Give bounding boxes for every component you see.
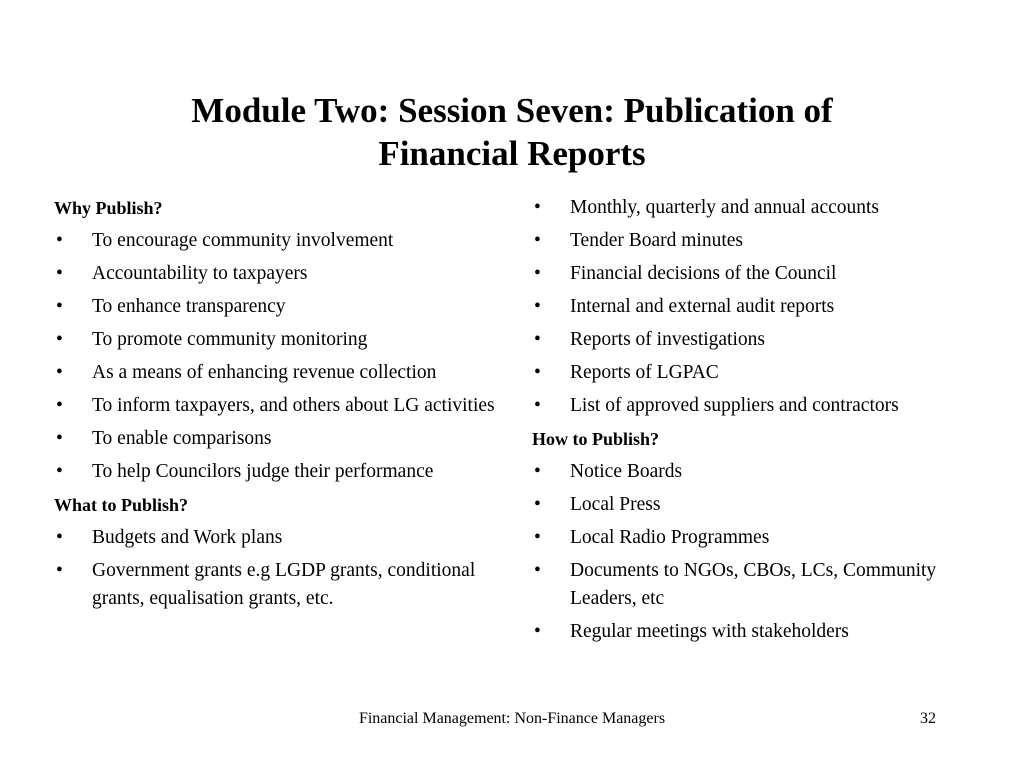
right-column: [532, 194, 1002, 651]
bullet-icon: •: [56, 428, 63, 449]
why-publish-heading: Why Publish?: [54, 198, 163, 218]
list-item-text: As a means of enhancing revenue collection: [92, 362, 437, 383]
what-to-publish-list-continued: [532, 194, 1002, 420]
list-item-text: To help Councilors judge their performance: [92, 461, 434, 482]
footer-caption: Financial Management: Non-Finance Managers: [358, 710, 666, 727]
bullet-icon: •: [534, 296, 541, 317]
list-item: [54, 392, 514, 420]
bullet-icon: •: [534, 461, 541, 482]
list-item: [532, 359, 1002, 387]
list-item-text: Regular meetings with stakeholders: [570, 621, 849, 642]
slide-title-line-2: Financial Reports: [378, 134, 646, 173]
list-item: [54, 359, 514, 387]
list-item: [532, 618, 1002, 646]
page-number: 32: [920, 710, 936, 727]
list-item: [54, 326, 514, 354]
what-to-publish-list: [54, 524, 514, 613]
list-item: [532, 293, 1002, 321]
bullet-icon: •: [56, 296, 63, 317]
list-item-text: Financial decisions of the Council: [570, 263, 837, 284]
list-item-text: Accountability to taxpayers: [92, 263, 308, 284]
list-item-text: Budgets and Work plans: [92, 527, 283, 548]
list-item: [532, 194, 1002, 222]
list-item-text: To enable comparisons: [92, 428, 272, 449]
list-item: [54, 425, 514, 453]
what-to-publish-heading: What to Publish?: [54, 495, 189, 515]
list-item-text: Monthly, quarterly and annual accounts: [570, 197, 880, 218]
slide-title: [80, 89, 944, 175]
list-item: [54, 524, 514, 552]
bullet-icon: •: [56, 230, 63, 251]
list-item: [532, 557, 1002, 613]
list-item: [532, 326, 1002, 354]
bullet-icon: •: [534, 494, 541, 515]
list-item-text: Local Press: [570, 494, 661, 515]
bullet-icon: •: [56, 329, 63, 350]
list-item: [54, 227, 514, 255]
list-item-text: To encourage community involvement: [92, 230, 394, 251]
bullet-icon: •: [534, 527, 541, 548]
list-item-text: Internal and external audit reports: [570, 296, 835, 317]
list-item-text: Tender Board minutes: [570, 230, 744, 251]
list-item: [54, 557, 514, 613]
bullet-icon: •: [534, 329, 541, 350]
bullet-icon: •: [534, 621, 541, 642]
list-item: [532, 260, 1002, 288]
bullet-icon: •: [56, 461, 63, 482]
list-item: [532, 227, 1002, 255]
list-item: [54, 293, 514, 321]
how-to-publish-heading: How to Publish?: [532, 429, 660, 449]
list-item: [532, 392, 1002, 420]
list-item-text: List of approved suppliers and contractors: [570, 395, 899, 416]
bullet-icon: •: [534, 395, 541, 416]
list-item: [532, 524, 1002, 552]
bullet-icon: •: [534, 197, 541, 218]
list-item: [54, 458, 514, 486]
left-column: [54, 194, 514, 618]
list-item-text: Local Radio Programmes: [570, 527, 770, 548]
list-item: [54, 260, 514, 288]
list-item-text: Documents to NGOs, CBOs, LCs, Community Leaders, etc: [570, 560, 937, 609]
list-item-text: Government grants e.g LGDP grants, conditional grants, equalisation grants, etc.: [92, 560, 476, 609]
bullet-icon: •: [534, 560, 541, 581]
slide-title-line-1: Module Two: Session Seven: Publication of: [191, 91, 833, 130]
list-item-text: Notice Boards: [570, 461, 683, 482]
bullet-icon: •: [56, 527, 63, 548]
list-item-text: To enhance transparency: [92, 296, 286, 317]
list-item: [532, 491, 1002, 519]
how-to-publish-list: [532, 458, 1002, 646]
bullet-icon: •: [534, 263, 541, 284]
bullet-icon: •: [534, 230, 541, 251]
list-item-text: Reports of investigations: [570, 329, 765, 350]
bullet-icon: •: [56, 395, 63, 416]
list-item-text: To inform taxpayers, and others about LG activities: [92, 395, 495, 416]
list-item-text: Reports of LGPAC: [570, 362, 719, 383]
bullet-icon: •: [56, 263, 63, 284]
bullet-icon: •: [534, 362, 541, 383]
why-publish-list: [54, 227, 514, 486]
list-item: [532, 458, 1002, 486]
bullet-icon: •: [56, 560, 63, 581]
bullet-icon: •: [56, 362, 63, 383]
list-item-text: To promote community monitoring: [92, 329, 368, 350]
